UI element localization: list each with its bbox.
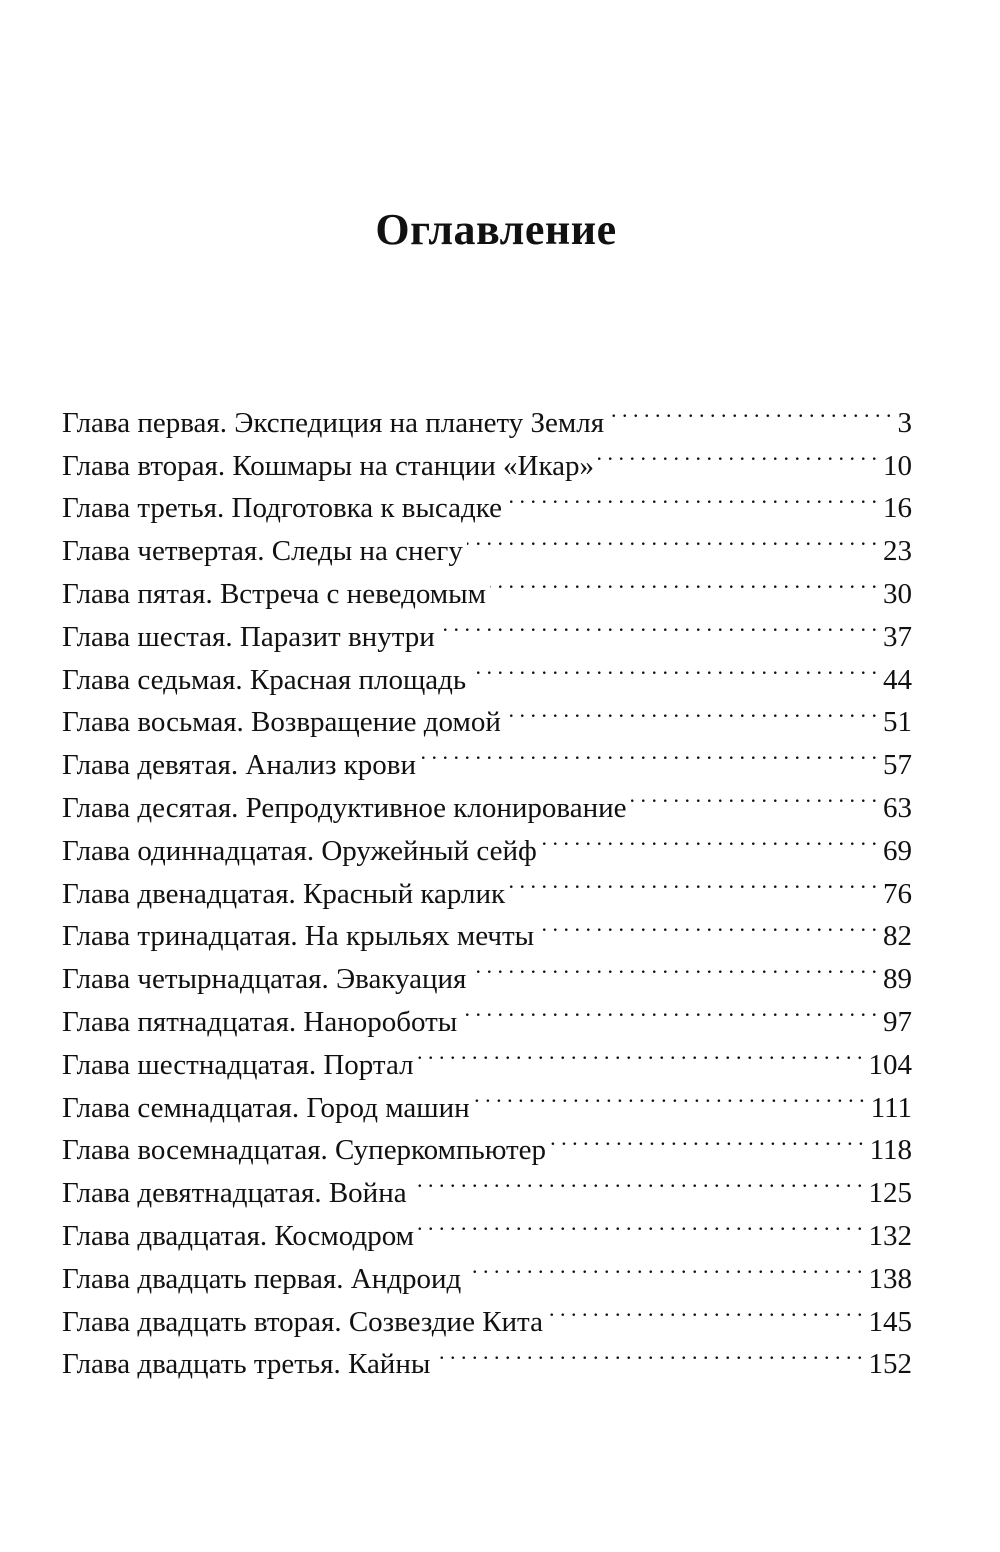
toc-entry-label: Глава одиннадцатая. Оружейный сейф	[62, 834, 537, 867]
toc-entry-page: 57	[883, 749, 912, 782]
dot-leader	[470, 646, 877, 689]
dot-leader	[506, 475, 877, 518]
toc-entry-page: 44	[883, 663, 912, 696]
dot-leader	[420, 731, 877, 774]
toc-entry-label: Глава третья. Подготовка к высадке	[62, 492, 503, 525]
dot-leader	[490, 560, 877, 603]
toc-entry-page: 69	[883, 834, 912, 867]
toc-entry-label: Глава двадцать первая. Андроид	[62, 1262, 462, 1295]
toc-entry-page: 10	[883, 449, 912, 482]
toc-entry-label: Глава двенадцатая. Красный карлик	[62, 877, 506, 910]
dot-leader	[541, 817, 877, 860]
toc-entry-label: Глава девятая. Анализ крови	[62, 749, 416, 782]
toc-entry-page: 111	[870, 1091, 912, 1124]
page-title: Оглавление	[375, 205, 617, 254]
toc-entry-label: Глава пятнадцатая. Нанороботы	[62, 1005, 458, 1038]
dot-leader	[538, 903, 877, 946]
toc-entry-label: Глава шестнадцатая. Портал	[62, 1048, 414, 1081]
toc-entry-label: Глава двадцать вторая. Созвездие Кита	[62, 1305, 543, 1338]
toc-entry-page: 125	[868, 1177, 912, 1210]
toc-entry-label: Глава пятая. Встреча с неведомым	[62, 577, 486, 610]
dot-leader	[608, 389, 891, 432]
toc-entry-page: 3	[897, 406, 912, 439]
toc-entry-page: 63	[883, 791, 912, 824]
dot-leader	[439, 603, 877, 646]
toc-entry-label: Глава тринадцатая. На крыльях мечты	[62, 920, 535, 953]
dot-leader	[631, 774, 878, 817]
toc-entry-label: Глава восемнадцатая. Суперкомпьютер	[62, 1134, 547, 1167]
toc-entry-page: 76	[883, 877, 912, 910]
toc-entry-page: 97	[883, 1005, 912, 1038]
dot-leader	[461, 988, 877, 1031]
dot-leader	[470, 945, 877, 988]
toc-entry-page: 104	[868, 1048, 912, 1081]
dot-leader	[509, 860, 877, 903]
dot-leader	[411, 1159, 863, 1202]
toc-entry-page: 138	[868, 1262, 912, 1295]
toc-entry-label: Глава десятая. Репродуктивное клонирование	[62, 791, 627, 824]
toc-entry-label: Глава четырнадцатая. Эвакуация	[62, 963, 467, 996]
toc-entry	[62, 389, 912, 439]
dot-leader	[465, 1245, 862, 1288]
table-of-contents	[62, 389, 912, 1381]
toc-entry-label: Глава вторая. Кошмары на станции «Икар»	[62, 449, 595, 482]
toc-entry-label: Глава двадцать третья. Кайны	[62, 1348, 431, 1381]
toc-entry-page: 51	[883, 706, 912, 739]
dot-leader	[467, 517, 877, 560]
toc-entry-page: 118	[869, 1134, 912, 1167]
toc-entry-page: 23	[883, 535, 912, 568]
toc-entry-label: Глава семнадцатая. Город машин	[62, 1091, 470, 1124]
toc-entry-label: Глава шестая. Паразит внутри	[62, 620, 435, 653]
toc-entry-page: 89	[883, 963, 912, 996]
dot-leader	[505, 689, 877, 732]
toc-entry-label: Глава восьмая. Возвращение домой	[62, 706, 501, 739]
toc-entry-label: Глава седьмая. Красная площадь	[62, 663, 467, 696]
toc-entry-page: 132	[868, 1219, 912, 1252]
toc-entry-label: Глава первая. Экспедиция на планету Земля	[62, 406, 605, 439]
toc-entry-page: 30	[883, 577, 912, 610]
dot-leader	[474, 1074, 865, 1117]
dot-leader	[434, 1331, 862, 1374]
toc-entry-label: Глава девятнадцатая. Война	[62, 1177, 407, 1210]
toc-entry-page: 145	[868, 1305, 912, 1338]
dot-leader	[547, 1288, 863, 1331]
toc-entry-page: 37	[883, 620, 912, 653]
toc-entry-label: Глава четвертая. Следы на снегу	[62, 535, 463, 568]
toc-entry-page: 82	[883, 920, 912, 953]
dot-leader	[598, 432, 877, 475]
toc-entry-page: 152	[868, 1348, 912, 1381]
dot-leader	[418, 1031, 863, 1074]
toc-entry-page: 16	[883, 492, 912, 525]
dot-leader	[550, 1117, 864, 1160]
toc-entry-label: Глава двадцатая. Космодром	[62, 1219, 414, 1252]
dot-leader	[418, 1202, 863, 1245]
